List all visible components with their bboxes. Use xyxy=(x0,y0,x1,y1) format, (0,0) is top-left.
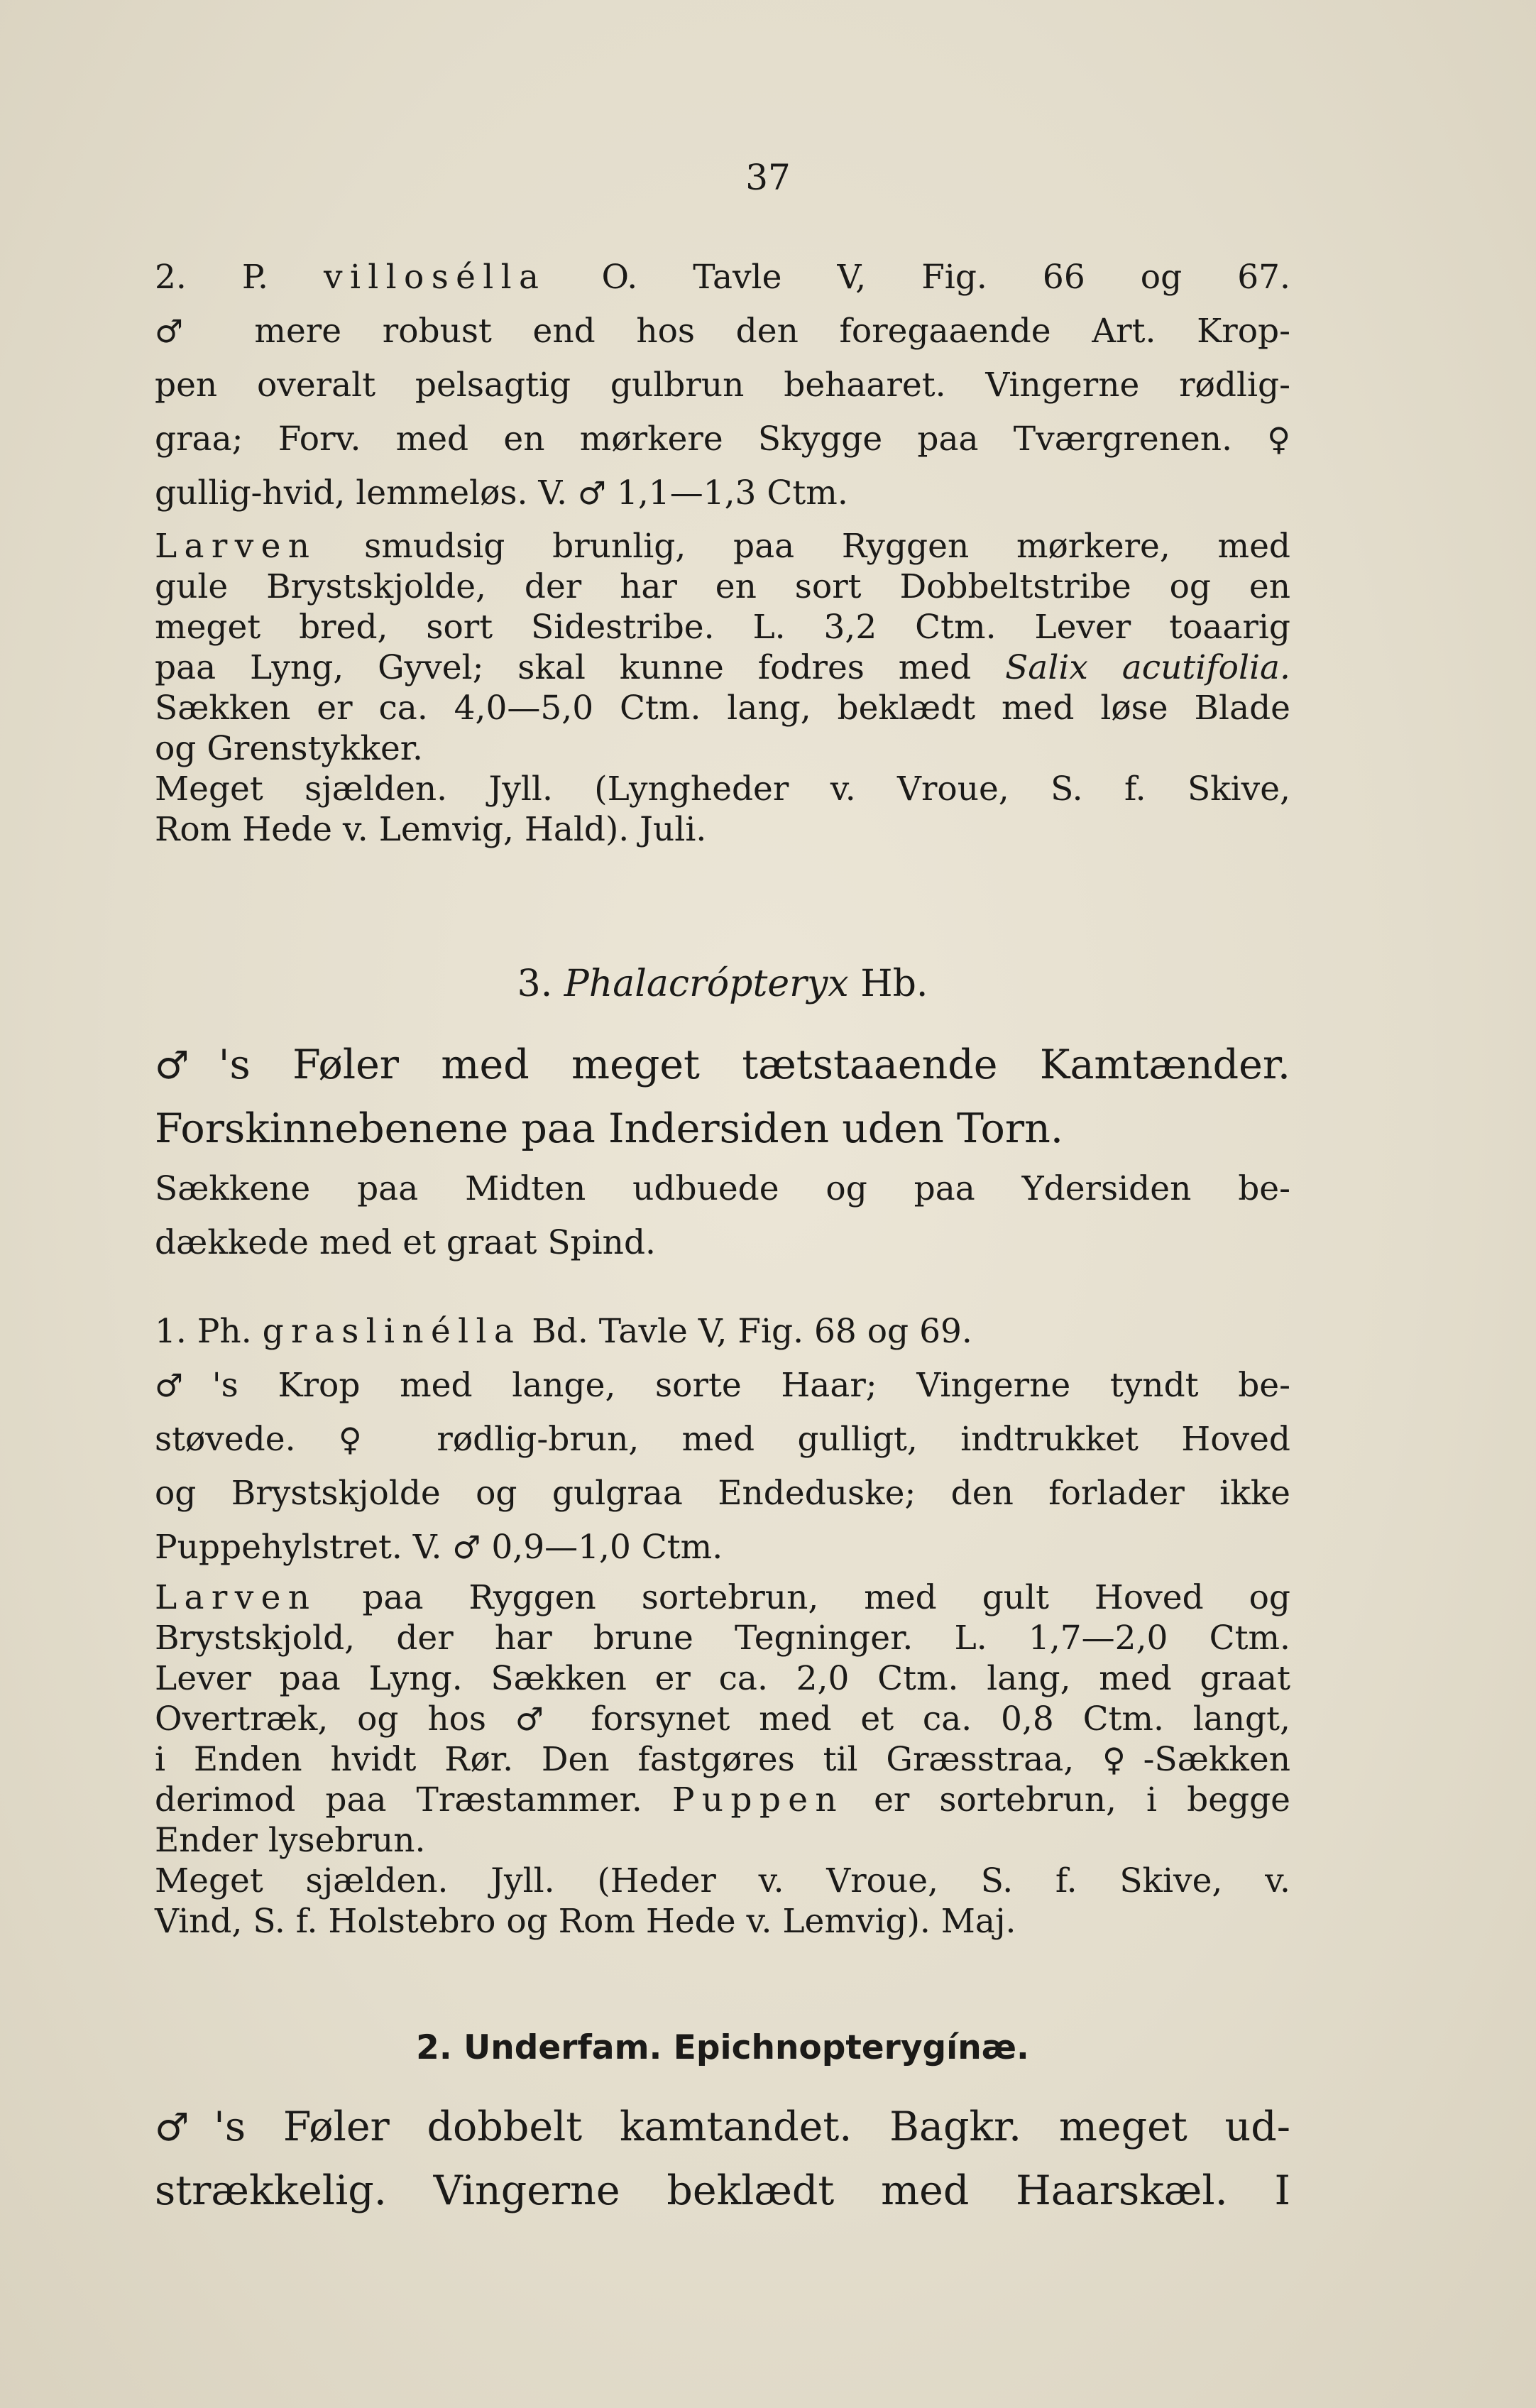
species-name: graslinélla xyxy=(262,1312,522,1351)
male-symbol-icon: ♂ xyxy=(155,313,214,350)
text-line: paa Lyng, Gyvel; skal kunne fodres med Salix acutifolia. xyxy=(155,648,1290,687)
text-line: dækkede med et graat Spind. xyxy=(155,1223,656,1262)
emphasis-puppen: Puppen xyxy=(671,1780,845,1819)
female-symbol-icon: ♀ xyxy=(1102,1741,1143,1778)
text-line: Sækkene paa Midten udbuede og paa Ydersiden be- xyxy=(155,1169,1290,1208)
male-symbol-icon: ♂ xyxy=(452,1529,481,1566)
male-symbol-icon: ♂ xyxy=(155,1043,219,1088)
genus-name: Phalacrópteryx xyxy=(564,963,849,1005)
subfamily-heading: 2. Underfam. Epichnopterygínæ. xyxy=(416,2028,1029,2067)
species-heading: 2. P. villosélla O. Tavle V, Fig. 66 og 67. xyxy=(155,258,1290,297)
latin-plant-name: Salix acutifolia. xyxy=(1005,648,1290,687)
text-line: og Grenstykker. xyxy=(155,729,423,768)
text-line: ♂'s Føler dobbelt kamtandet. Bagkr. meget ud- xyxy=(155,2103,1290,2150)
text-line: Overtræk, og hos ♂ forsynet med et ca. 0,8 Ctm. langt, xyxy=(155,1700,1290,1739)
text-line: Ender lysebrun. xyxy=(155,1821,426,1860)
text-line: pen overalt pelsagtig gulbrun behaaret. Vingerne rødlig- xyxy=(155,366,1290,405)
text-line: gullig-hvid, lemmeløs. V. ♂ 1,1—1,3 Ctm. xyxy=(155,474,848,513)
text-line: Vind, S. f. Holstebro og Rom Hede v. Lemvig). Maj. xyxy=(155,1902,1016,1941)
species-name: villosélla xyxy=(324,258,547,297)
text-line: ♂'s Krop med lange, sorte Haar; Vingerne tyndt be- xyxy=(155,1366,1290,1405)
text-line: støvede. ♀ rødlig-brun, med gulligt, indtrukket Hoved xyxy=(155,1420,1290,1459)
text-line: strækkelig. Vingerne beklædt med Haarskæl. I xyxy=(155,2167,1290,2214)
text-line: Sækken er ca. 4,0—5,0 Ctm. lang, beklædt med løse Blade xyxy=(155,689,1290,728)
text-line: meget bred, sort Sidestribe. L. 3,2 Ctm. Lever toaarig xyxy=(155,608,1290,647)
text-line: ♂ mere robust end hos den foregaaende Art. Krop- xyxy=(155,312,1290,351)
text-line: Larven smudsig brunlig, paa Ryggen mørkere, med xyxy=(155,527,1290,566)
species-entry-graslinella xyxy=(155,1305,1290,1942)
text-line: Puppehylstret. V. ♂ 0,9—1,0 Ctm. xyxy=(155,1528,723,1567)
text-line: Brystskjold, der har brune Tegninger. L. 1,7—2,0 Ctm. xyxy=(155,1619,1290,1658)
text-line: Larven paa Ryggen sortebrun, med gult Hoved og xyxy=(155,1578,1290,1617)
male-symbol-icon: ♂ xyxy=(155,2105,214,2150)
text-line: og Brystskjolde og gulgraa Endeduske; den forlader ikke xyxy=(155,1474,1290,1513)
male-symbol-icon: ♂ xyxy=(577,475,607,512)
text-line: Meget sjælden. Jyll. (Lyngheder v. Vroue, S. f. Skive, xyxy=(155,770,1290,809)
emphasis-larven: Larven xyxy=(155,1578,317,1617)
emphasis-larven: Larven xyxy=(155,527,317,566)
genus-heading: 3. Phalacrópteryx Hb. xyxy=(517,963,928,1005)
species-heading: 1. Ph. graslinélla Bd. Tavle V, Fig. 68 og 69. xyxy=(155,1312,972,1351)
genus-entry-phalacropteryx xyxy=(155,964,1290,1270)
male-symbol-icon: ♂ xyxy=(155,1367,212,1404)
text-line: i Enden hvidt Rør. Den fastgøres til Græsstraa, ♀-Sækken xyxy=(155,1740,1290,1779)
female-symbol-icon: ♀ xyxy=(1267,421,1290,458)
text-line: derimod paa Træstammer. Puppen er sortebrun, i begge xyxy=(155,1780,1290,1819)
page-number: 37 xyxy=(745,157,791,198)
subfamily-entry xyxy=(155,2027,1290,2223)
text-line: gule Brystskjolde, der har en sort Dobbeltstribe og en xyxy=(155,567,1290,606)
text-line: ♂'s Føler med meget tætstaaende Kamtænder. xyxy=(155,1041,1290,1088)
text-line: Meget sjælden. Jyll. (Heder v. Vroue, S. f. Skive, v. xyxy=(155,1861,1290,1900)
text-line: Forskinnebenene paa Indersiden uden Torn. xyxy=(155,1105,1063,1152)
text-line: Lever paa Lyng. Sækken er ca. 2,0 Ctm. lang, med graat xyxy=(155,1659,1290,1698)
text-line: Rom Hede v. Lemvig, Hald). Juli. xyxy=(155,810,707,849)
male-symbol-icon: ♂ xyxy=(515,1701,562,1738)
text-line: graa; Forv. med en mørkere Skygge paa Tværgrenen. ♀ xyxy=(155,420,1290,459)
female-symbol-icon: ♀ xyxy=(338,1421,395,1458)
species-entry-villosella xyxy=(155,257,1290,850)
